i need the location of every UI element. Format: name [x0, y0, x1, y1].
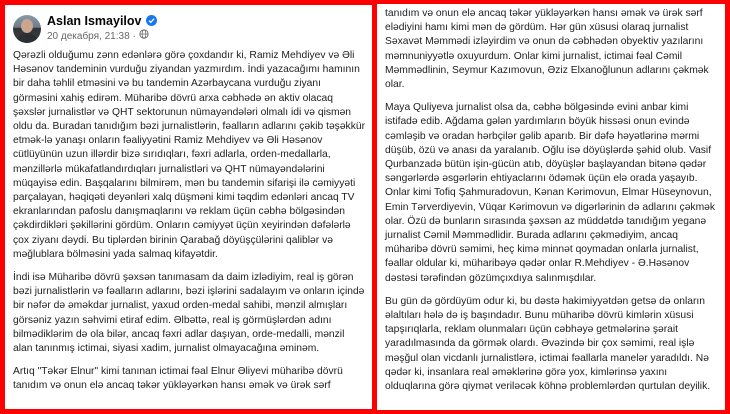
post-paragraph-5: Bu gün də gördüyüm odur ki, bu dəstə hakimiyyətdən getsə də onların əlaltıları hələ də iş başındadır. Bunu müharibə dövrü kimlərin xüsusi tapşırıqlarla, reklam olunmaları üçün cəbhəyə getmələrinə şərait yaradılmasında da görmək olardı. Əvəzində bir çox səmimi, real işlə məşğul olan vicdanlı jurnalistlərə, ictimai fəallarla manelər yaradıldı. Nə qədər ki, insanlara real əməklərinə görə yox, kimlərinsə yaxını olduqlarına görə qiymət veriləcək köhnə problemlərdən qurtulan deyilik. [385, 295, 711, 393]
post-left-panel [5, 5, 372, 409]
post-paragraph-continued: tanıdım və onun elə ancaq təkər yükləyərkən hansı əmək və ürək sərf elədiyini hamı kimi mən də gördüm. Hər gün xüsusi olaraq jurnalist Səxavət Məmmədi izləyirdim və onun də cəbhədən obyektiv yazılarını məmnuniyyətlə oxuyurdum. Onlar kimi jurnalist, ictimai fəal Cəmil Məmmədlinin, Seymur Kazımovun, Əziz Elxanoğlunun adlarını çəkmək olar. [385, 8, 709, 91]
avatar[interactable] [13, 15, 41, 43]
post-paragraph-4: Maya Quliyeva jurnalist olsa da, cəbhə bölgəsində evini anbar kimi istifadə edib. Ağdama gələn yardımların böyük hissəsi onun evində cəmləşib və oradan hərbçilər gəlib aparıb. Bir dəfə həyətlərinə mərmi düşüb, özü və anası da yaralanıb. Oğlu isə döyüşlərdə şəhid olub. Vasif Qurbanzadə bütün işin-gücün atıb, döyüşlər başlayandan bitənə qədər səngərlərdə əsgərlərin ehtiyaclarını ödəmək üçün elə orada yaşayıb. Onlar kimi Tofiq Şahmuradovun, Kənan Kərimovun, Elmar Hüseynovun, Emin Tərverdiyevin, Vüqar Kərimovun və digərlərinin də adlarını çəkmək olar. Özü də bunların sırasında şəxsən az müddətdə tanıdığım yeganə jurnalist Cəmil Məmmədlidir. Burada adlarını çəkmədiyim, ancaq müharibə dövrü səmimi, heç kimə minnət qoymadan onlarla jurnalist, fəallar oldular ki, müharibəyə qədər onlar R.Mehdiyev - Ə.Həsənov dəstəsi tərəfindən gözümçıxdıya salınmışdılar. [385, 102, 716, 284]
globe-icon[interactable] [139, 29, 149, 44]
post-header [13, 9, 366, 49]
post-paragraph-2: İndi isə Müharibə dövrü şəxsən tanımasam da daim izlədiyim, real iş görən bəzi jurnalistlərin və fəalların adlarını, bəzi işlərini sadalayım və onların içində bir nəfər də əməkdar jurnalist, yaxud orden-medal sahibi, mənzil almışları görsəniz yazın səhvimi etiraf edim. Əlbəttə, real iş görmüşlərdən adını bilmədiklərim də ola bilər, ancaq fəxri adlar daşıyan, orde-medalli, mənzil alan tanınmış ictimai, siyasi xadim, jurnalist olmayacağına əminəm. [13, 272, 365, 355]
meta-separator: · [132, 30, 136, 42]
verified-badge-icon [146, 15, 157, 26]
post-right-panel [377, 4, 725, 410]
author-name[interactable]: Aslan Ismayilov [47, 13, 142, 28]
post-paragraph-1: Qərəzli olduğumu zənn edənlərə görə çoxdandır ki, Ramiz Mehdiyev və Əli Həsənov tandeminin vurduğu ziyandan yazmırdım. İndi yazacağımı hamının bir daha təhlil etməsini və bu tandemin Azərbaycana vurduğu ziyanı görməsini xahiş edirəm. Müharibə dövrü arxa cəbhədə ən aktiv olacaq şəxslər jurnalistlər və QHT sektorunun nümayəndələri olmalı idi və qismən oldu da. Buradan tanıdığım bəzi jurnalistlərin, fəalların adlarını çəkib təşəkkür etmək-lə yanaşı onların fəaliyyətini Ramiz Mehdiyev və Əli Həsənov cütlüyünün uzun illərdir bizə sırıdıqları, fəxri adlarla, orden-medallarla, mənzillərlə mükafatlandırdıqları jurnalistləri və QHT nümayəndələrini müqayisə edin. Başqalarını bilmirəm, mən bu tandemin sifarişi ilə cəmiyyəti parçalayan, həqiqəti deyənləri xalq düşməni kimi təqdim edənləri ancaq TV ekranlarından pafoslu danışmaqlarını və reklam üçün cəbhə bölgəsindən çəkdirdikləri şəkillərini gördüm. Onların cəmiyyət üçün xeyirindən dəfələrlə çox ziyanı dəydi. Bu tiplərdən birinin Qarabağ döyüşçülərini qaliblər və məğlublara bölməsini yada salmaq kifayətdir. [13, 50, 366, 260]
post-paragraph-3: Artıq "Təkər Elnur" kimi tanınan ictimai fəal Elnur Əliyevi müharibə dövrü tanıdım və onun elə ancaq təkər yükləyərkən hansı əmək və ürək sərf [13, 366, 343, 392]
post-date[interactable]: 20 декабря, 21:38 [47, 30, 130, 42]
